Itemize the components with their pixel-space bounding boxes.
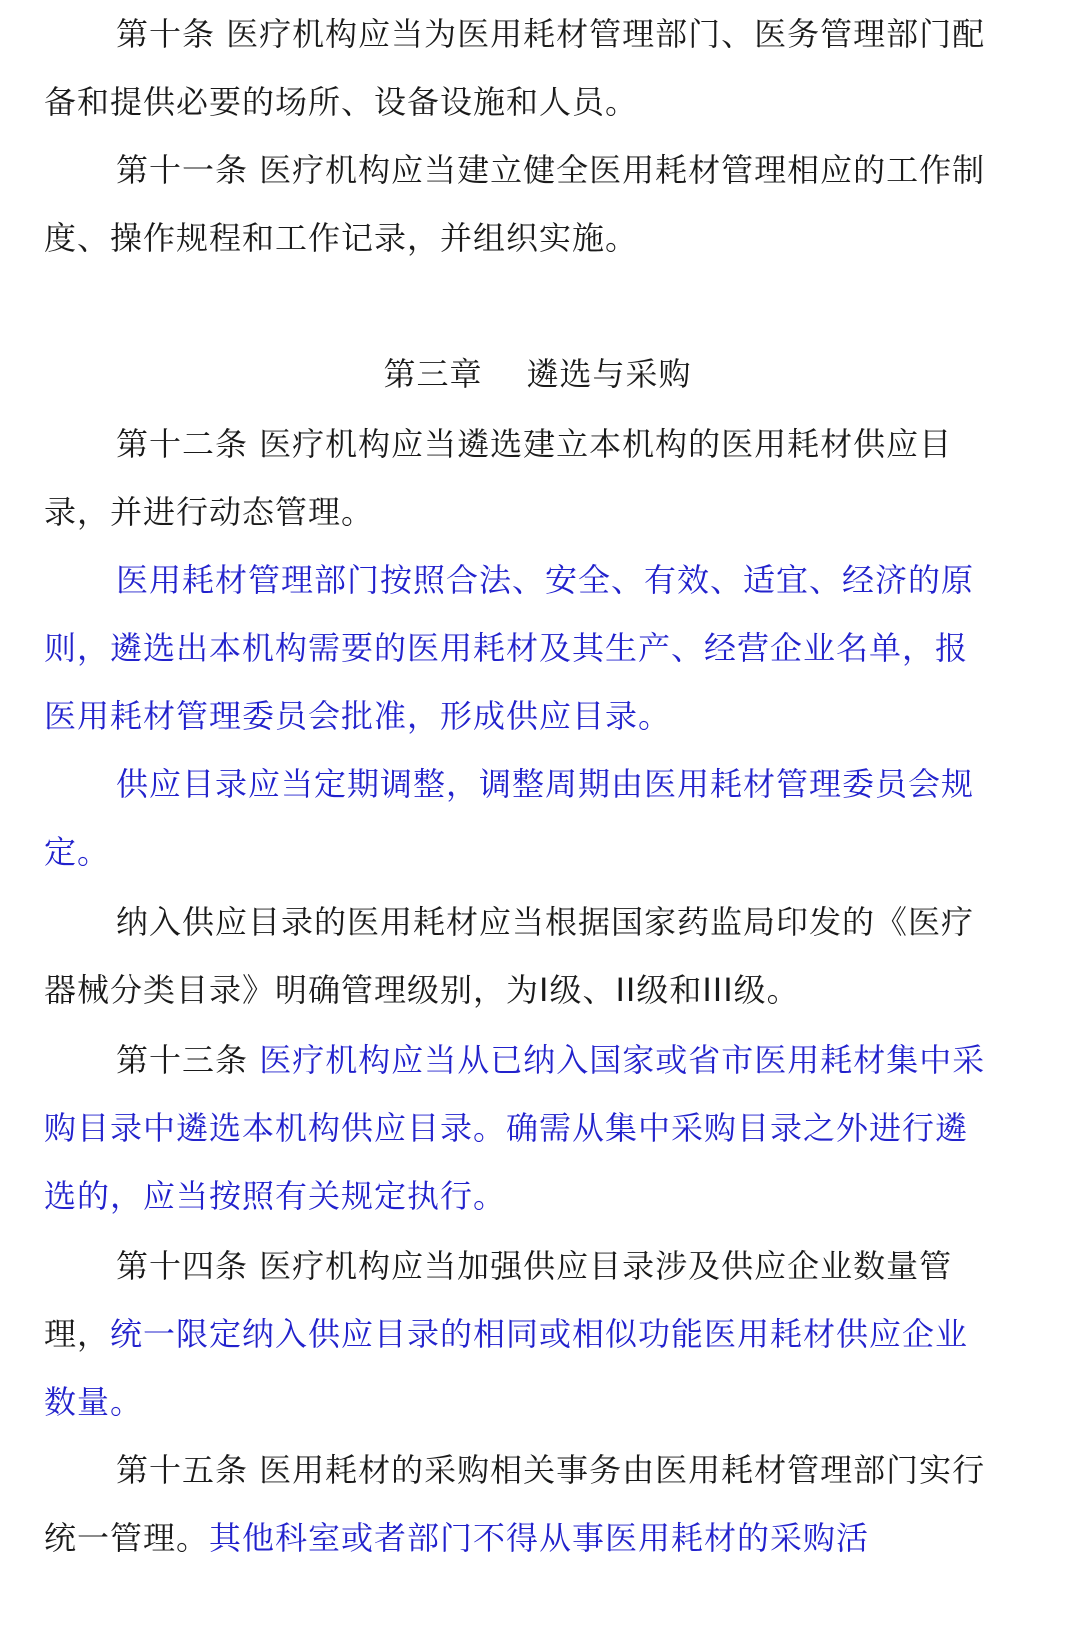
article-10 bbox=[44, 0, 994, 136]
article-12 bbox=[44, 410, 994, 546]
article-14-highlight: 统一限定纳入供应目录的相同或相似功能医用耗材供应企业数量。 bbox=[44, 1315, 969, 1421]
article-12-para-3-text: 供应目录应当定期调整，调整周期由医用耗材管理委员会规定。 bbox=[44, 765, 975, 871]
article-12-para-2 bbox=[44, 546, 994, 750]
article-12-para-3 bbox=[44, 750, 994, 886]
chapter-title: 遴选与采购 bbox=[526, 355, 692, 393]
article-11 bbox=[44, 136, 994, 272]
article-13-highlight: 医疗机构应当从已纳入国家或省市医用耗材集中采购目录中遴选本机构供应目录。确需从集中采购目录之外进行遴选的，应当按照有关规定执行。 bbox=[44, 1041, 986, 1215]
article-10-text: 第十条 医疗机构应当为医用耗材管理部门、医务管理部门配备和提供必要的场所、设备设施和人员。 bbox=[44, 15, 986, 121]
article-12-text: 第十二条 医疗机构应当遴选建立本机构的医用耗材供应目录，并进行动态管理。 bbox=[44, 425, 953, 531]
article-12-para-2-text: 医用耗材管理部门按照合法、安全、有效、适宜、经济的原则，遴选出本机构需要的医用耗材及其生产、经营企业名单，报医用耗材管理委员会批准，形成供应目录。 bbox=[44, 561, 975, 735]
article-15 bbox=[44, 1436, 994, 1572]
article-11-text: 第十一条 医疗机构应当建立健全医用耗材管理相应的工作制度、操作规程和工作记录，并组织实施。 bbox=[44, 151, 986, 257]
article-15-highlight: 其他科室或者部门不得从事医用耗材的采购活 bbox=[209, 1519, 870, 1557]
article-15-prefix: 第十五条 医用耗材的采购相关事务由医用耗材管理部门实行统一管理。 bbox=[44, 1451, 986, 1557]
article-13-prefix: 第十三条 bbox=[116, 1041, 260, 1079]
chapter-heading bbox=[0, 340, 1075, 408]
article-12-para-4 bbox=[44, 888, 994, 1024]
article-14 bbox=[44, 1232, 994, 1436]
chapter-number: 第三章 bbox=[383, 355, 483, 393]
article-12-para-4-text: 纳入供应目录的医用耗材应当根据国家药监局印发的《医疗器械分类目录》明确管理级别，为I级、II级和III级。 bbox=[44, 903, 975, 1009]
article-13 bbox=[44, 1026, 994, 1230]
article-14-prefix: 第十四条 医疗机构应当加强供应目录涉及供应企业数量管理， bbox=[44, 1247, 953, 1353]
